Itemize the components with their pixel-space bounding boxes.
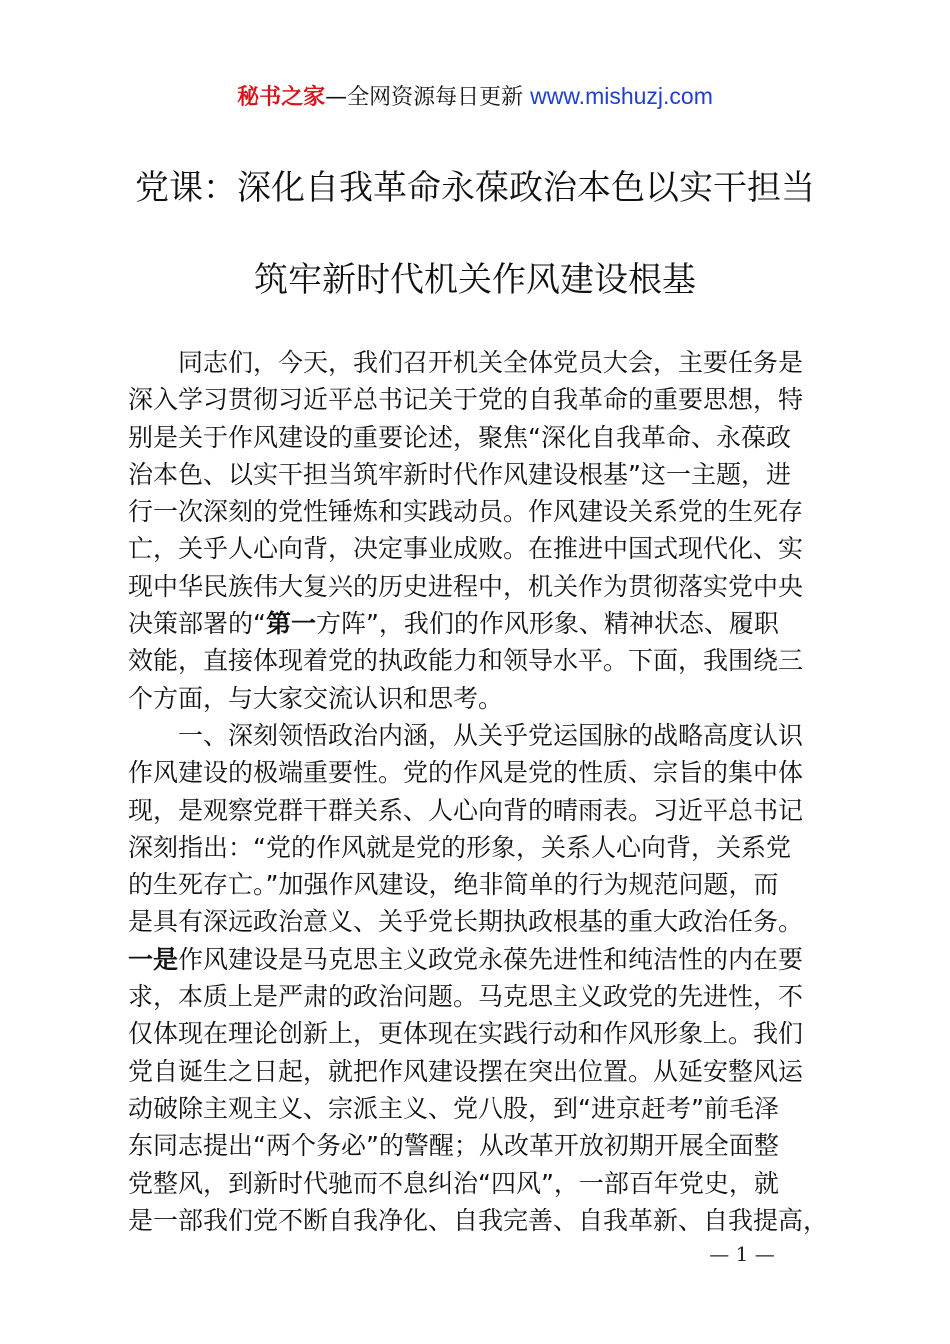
body-text-segment: 作风建设是马克思主义政党永葆先进性和纯洁性的内在要: [178, 944, 804, 974]
body-line: 亡，关乎人心向背，决定事业成败。在推进中国式现代化、实: [128, 534, 804, 564]
body-line: 深入学习贯彻习近平总书记关于党的自我革命的重要思想，特: [128, 385, 804, 415]
body-text-segment: 方阵”，我们的作风形象、精神状态、履职: [315, 609, 779, 639]
body-line: 是一部我们党不断自我净化、自我完善、自我革新、自我提高，: [128, 1205, 829, 1235]
body-line: 求，本质上是严肃的政治问题。马克思主义政党的先进性，不: [128, 982, 804, 1012]
body-line: 现中华民族伟大复兴的历史进程中，机关作为贯彻落实党中央: [128, 571, 804, 601]
body-line: 同志们，今天，我们召开机关全体党员大会，主要任务是: [178, 348, 804, 377]
body-line: 东同志提出“两个务必”的警醒；从改革开放初期开展全面整: [128, 1131, 779, 1161]
body-line: [128, 605, 840, 642]
body-line: 效能，直接体现着党的执政能力和领导水平。下面，我围绕三: [128, 646, 804, 676]
body-line: 深刻指出：“党的作风就是党的形象，关系人心向背，关系党: [128, 832, 791, 862]
document-title-line-2: 筑牢新时代机关作风建设根基: [254, 260, 696, 300]
site-url-link[interactable]: www.mishuzj.com: [530, 83, 713, 109]
body-line: 现，是观察党群干群关系、人心向背的晴雨表。习近平总书记: [128, 795, 804, 825]
bold-point-marker: 一是: [128, 944, 179, 974]
document-title-line-1: 党课：深化自我革命永葆政治本色以实干担当: [135, 168, 815, 208]
document-body: [128, 344, 840, 1239]
body-line: 作风建设的极端重要性。党的作风是党的性质、宗旨的集中体: [128, 758, 804, 788]
body-line: 个方面，与大家交流认识和思考。: [128, 683, 504, 713]
page-number: — 1 —: [709, 1242, 775, 1266]
header-tagline: —全网资源每日更新: [325, 85, 531, 110]
body-line: 党整风，到新时代驰而不息纠治“四风”，一部百年党史，就: [128, 1168, 779, 1198]
body-line: 治本色、以实干担当筑牢新时代作风建设根基”这一主题，进: [128, 459, 791, 489]
body-line: 仅体现在理论创新上，更体现在实践行动和作风形象上。我们: [128, 1019, 804, 1049]
body-line: 是具有深远政治意义、关乎党长期执政根基的重大政治任务。: [128, 907, 804, 937]
body-line: 的生死存亡。”加强作风建设，绝非简单的行为规范问题，而: [128, 870, 779, 900]
body-line: 党自诞生之日起，就把作风建设摆在突出位置。从延安整风运: [128, 1056, 804, 1086]
body-line: 别是关于作风建设的重要论述，聚焦“深化自我革命、永葆政: [128, 422, 791, 452]
brand-name: 秘书之家: [237, 85, 326, 110]
site-header: [0, 80, 950, 114]
bold-emphasis: 第一: [265, 609, 316, 639]
body-text-segment: 决策部署的“: [128, 609, 266, 639]
section-heading-line: 一、深刻领悟政治内涵，从关乎党运国脉的战略高度认识: [178, 720, 804, 750]
body-line: 动破除主观主义、宗派主义、党八股，到“进京赶考”前毛泽: [128, 1093, 779, 1123]
body-line: [128, 941, 840, 978]
body-line: 行一次深刻的党性锤炼和实践动员。作风建设关系党的生死存: [128, 497, 804, 527]
